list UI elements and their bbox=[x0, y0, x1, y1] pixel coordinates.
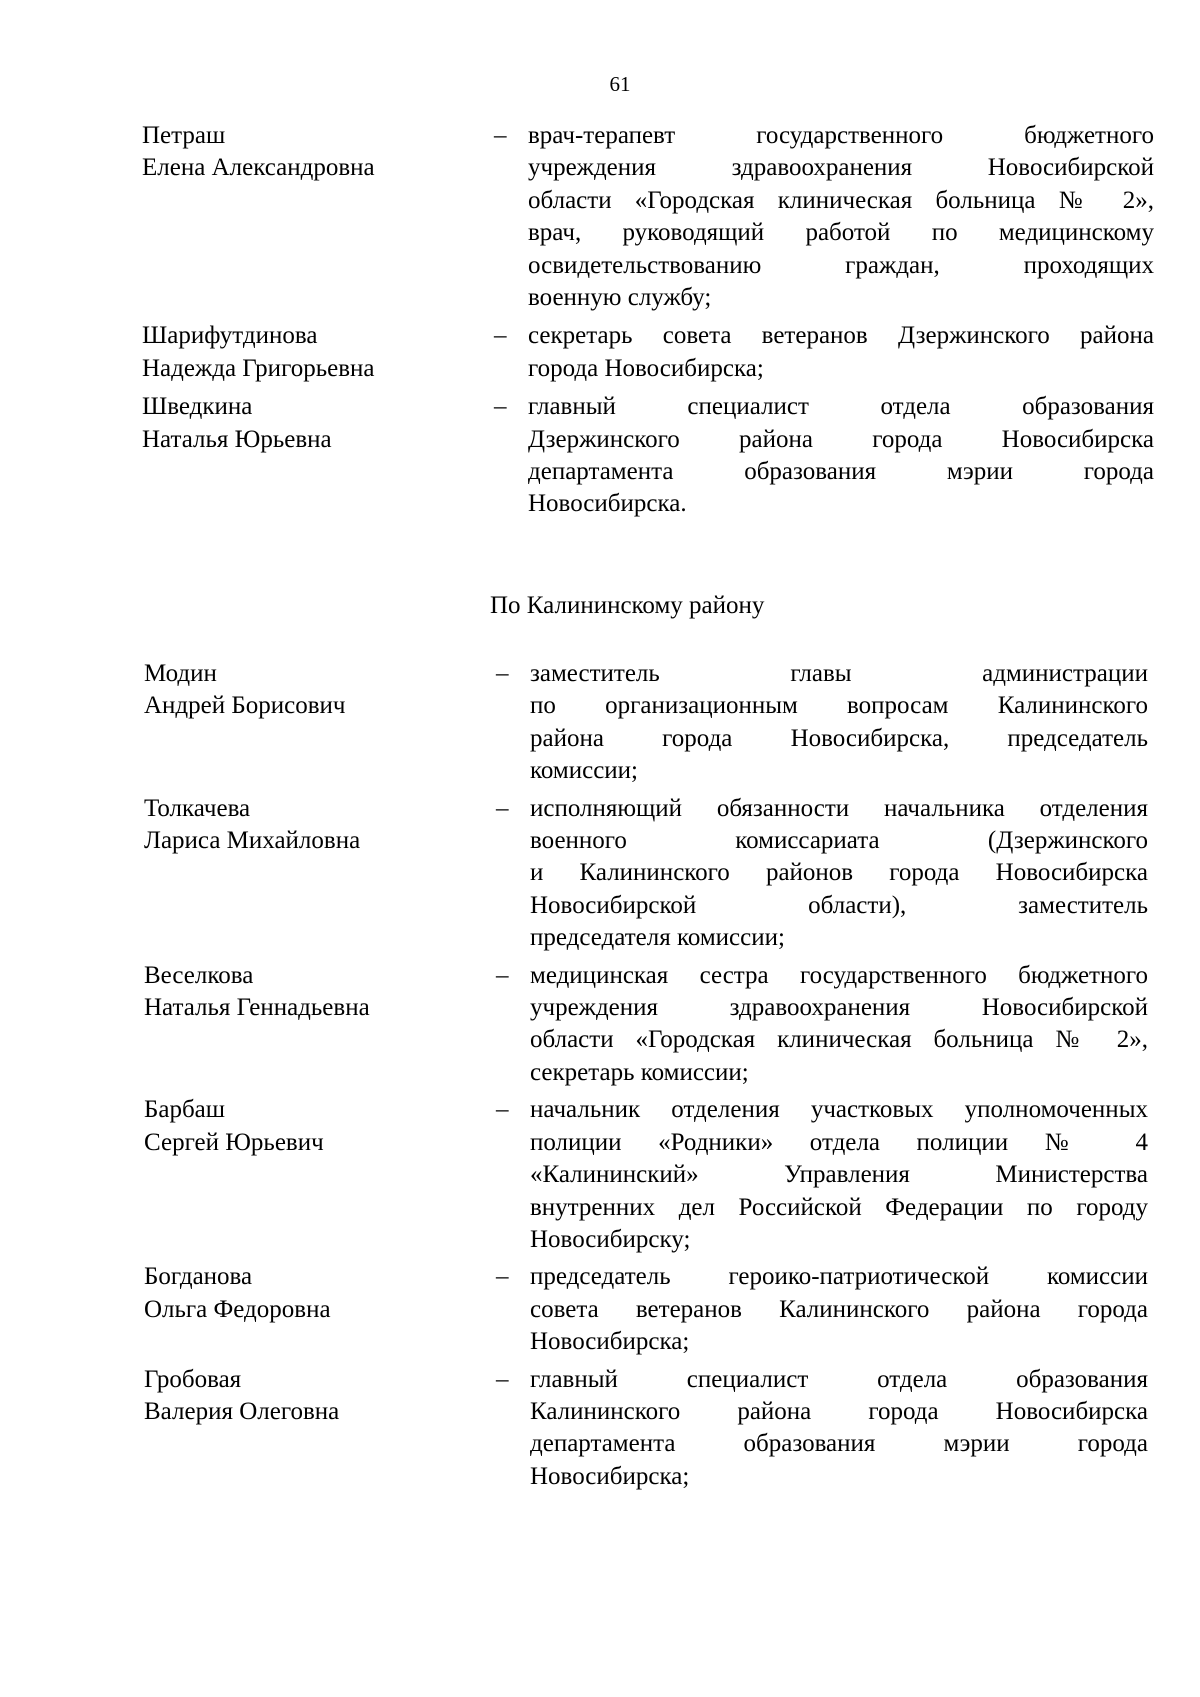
member-entry bbox=[0, 1261, 1200, 1358]
member-entry bbox=[0, 320, 1200, 385]
member-surname: Шарифутдинова bbox=[142, 322, 318, 350]
member-given-names: Андрей Борисович bbox=[144, 692, 346, 720]
member-position bbox=[530, 960, 1148, 1090]
dash-separator: – bbox=[496, 1263, 509, 1291]
position-line: военную службу; bbox=[528, 284, 712, 312]
position-line: Новосибирска; bbox=[530, 1328, 690, 1356]
member-position bbox=[528, 320, 1154, 385]
member-surname: Толкачева bbox=[144, 794, 251, 822]
member-surname: Веселкова bbox=[144, 961, 254, 989]
position-line: учреждения здравоохранения Новосибирской bbox=[530, 994, 1148, 1022]
member-position bbox=[528, 120, 1154, 314]
member-entry bbox=[0, 658, 1200, 788]
position-line: «Калининский» Управления Министерства bbox=[530, 1161, 1148, 1189]
position-line: исполняющий обязанности начальника отделения bbox=[530, 794, 1148, 822]
member-entry bbox=[0, 1094, 1200, 1256]
position-line: города Новосибирска; bbox=[528, 354, 764, 382]
position-line: председателя комиссии; bbox=[530, 924, 785, 952]
dash-separator: – bbox=[496, 794, 509, 822]
member-entry bbox=[0, 120, 1200, 314]
member-name bbox=[144, 960, 496, 1025]
position-line: председатель героико-патриотической комиссии bbox=[530, 1263, 1148, 1291]
position-line: и Калининского районов города Новосибирска bbox=[530, 859, 1148, 887]
member-name bbox=[142, 320, 494, 385]
position-line: совета ветеранов Калининского района города bbox=[530, 1295, 1148, 1323]
member-name bbox=[142, 120, 494, 185]
section-heading: По Калининскому району bbox=[490, 592, 765, 619]
member-entry bbox=[0, 960, 1200, 1090]
position-line: области «Городская клиническая больница № 2», bbox=[530, 1026, 1148, 1054]
dash-separator: – bbox=[496, 1096, 509, 1124]
position-line: Калининского района города Новосибирска bbox=[530, 1397, 1148, 1425]
member-surname: Модин bbox=[144, 660, 217, 687]
member-given-names: Ольга Федоровна bbox=[144, 1295, 331, 1323]
member-name bbox=[144, 1364, 496, 1429]
member-position bbox=[528, 391, 1154, 521]
position-line: секретарь комиссии; bbox=[530, 1058, 749, 1086]
member-name bbox=[144, 1094, 496, 1159]
member-entry bbox=[0, 391, 1200, 521]
member-surname: Богданова bbox=[144, 1263, 253, 1291]
member-given-names: Надежда Григорьевна bbox=[142, 354, 375, 382]
position-line: главный специалист отдела образования bbox=[530, 1365, 1148, 1393]
member-position bbox=[530, 1094, 1148, 1256]
member-name bbox=[144, 658, 496, 723]
position-line: начальник отделения участковых уполномоченных bbox=[530, 1096, 1148, 1124]
position-line: главный специалист отдела образования bbox=[528, 393, 1154, 421]
position-line: военного комиссариата (Дзержинского bbox=[530, 827, 1148, 855]
position-line: комиссии; bbox=[530, 757, 638, 785]
position-line: секретарь совета ветеранов Дзержинского района bbox=[528, 322, 1154, 350]
position-line: учреждения здравоохранения Новосибирской bbox=[528, 154, 1154, 182]
position-line: врач, руководящий работой по медицинскому bbox=[528, 219, 1154, 247]
member-surname: Барбаш bbox=[144, 1096, 226, 1124]
member-list-kalininsky bbox=[0, 658, 1200, 1493]
position-line: района города Новосибирска, председатель bbox=[530, 724, 1148, 752]
member-entry bbox=[0, 793, 1200, 955]
member-given-names: Наталья Юрьевна bbox=[142, 425, 332, 453]
member-name bbox=[144, 793, 496, 858]
member-given-names: Валерия Олеговна bbox=[144, 1397, 340, 1425]
position-line: Новосибирска. bbox=[528, 490, 687, 518]
dash-separator: – bbox=[494, 322, 507, 350]
position-line: департамента образования мэрии города bbox=[528, 458, 1154, 486]
member-given-names: Лариса Михайловна bbox=[144, 827, 361, 855]
member-name bbox=[142, 391, 494, 456]
position-line: по организационным вопросам Калининского bbox=[530, 692, 1148, 720]
position-line: Новосибирской области), заместитель bbox=[530, 891, 1148, 919]
member-position bbox=[530, 658, 1148, 788]
member-given-names: Елена Александровна bbox=[142, 154, 375, 182]
member-surname: Петраш bbox=[142, 122, 226, 149]
position-line: области «Городская клиническая больница № 2», bbox=[528, 186, 1154, 214]
page-number: 61 bbox=[609, 72, 631, 96]
position-line: заместитель главы администрации bbox=[530, 660, 1148, 687]
member-list-dzerzhinsky bbox=[0, 120, 1200, 521]
position-line: медицинская сестра государственного бюджетного bbox=[530, 961, 1148, 989]
position-line: полиции «Родники» отдела полиции № 4 bbox=[530, 1128, 1148, 1156]
position-line: Новосибирска; bbox=[530, 1462, 690, 1490]
member-given-names: Сергей Юрьевич bbox=[144, 1128, 324, 1156]
member-entry bbox=[0, 1364, 1200, 1494]
member-position bbox=[530, 1261, 1148, 1358]
dash-separator: – bbox=[496, 660, 509, 687]
member-surname: Шведкина bbox=[142, 393, 253, 421]
position-line: Новосибирску; bbox=[530, 1225, 691, 1253]
member-position bbox=[530, 793, 1148, 955]
dash-separator: – bbox=[494, 122, 507, 149]
position-line: врач-терапевт государственного бюджетного bbox=[528, 122, 1154, 149]
dash-separator: – bbox=[496, 961, 509, 989]
position-line: департамента образования мэрии города bbox=[530, 1430, 1148, 1458]
member-given-names: Наталья Геннадьевна bbox=[144, 994, 370, 1022]
dash-separator: – bbox=[496, 1365, 509, 1393]
position-line: освидетельствованию граждан, проходящих bbox=[528, 251, 1154, 279]
position-line: Дзержинского района города Новосибирска bbox=[528, 425, 1154, 453]
member-position bbox=[530, 1364, 1148, 1494]
position-line: внутренних дел Российской Федерации по городу bbox=[530, 1193, 1148, 1221]
dash-separator: – bbox=[494, 393, 507, 421]
member-surname: Гробовая bbox=[144, 1365, 242, 1393]
member-name bbox=[144, 1261, 496, 1326]
